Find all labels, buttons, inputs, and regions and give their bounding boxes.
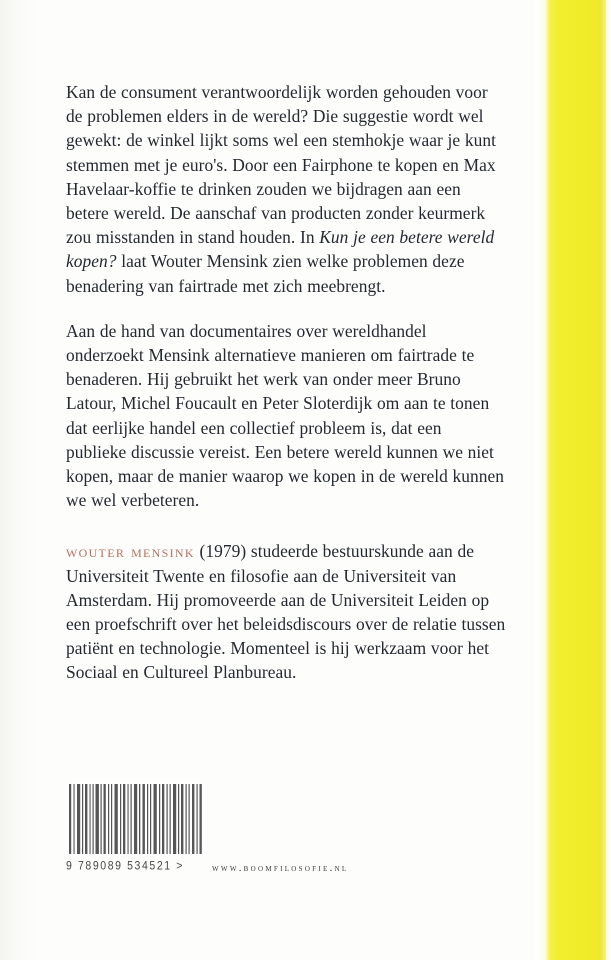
publisher-website: www.boomfilosofie.nl <box>212 863 349 874</box>
blurb-paragraph-1-text-after-title: laat Wouter Mensink zien welke problemen deze benadering van fairtrade met zich meebrengt. <box>66 251 465 296</box>
blurb-text-block <box>66 80 506 685</box>
barcode-block <box>66 782 206 874</box>
spine-gutter <box>534 0 546 960</box>
book-title-italic: Kun je een betere wereld kopen? <box>66 227 495 272</box>
author-name: wouter mensink <box>66 541 195 562</box>
blurb-paragraph-2: Aan de hand van documentaires over wereldhandel onderzoekt Mensink alternatieve manieren om fairtrade te benaderen. Hij gebruikt het werk van onder meer Bruno Latour, Michel Foucault en Peter Sloterdijk om aan te tonen dat eerlijke handel een collectief probleem is, dat een publieke discussie vereist. Een betere wereld kunnen we niet kopen, maar de manier waarop we kopen in de wereld kunnen we wel verbeteren. <box>66 320 505 511</box>
blurb-paragraph-1 <box>66 80 506 298</box>
author-bio-paragraph <box>66 539 506 684</box>
author-bio-text: (1979) studeerde bestuurskunde aan de Universiteit Twente en filosofie aan de Universiteit van Amsterdam. Hij promoveerde aan de Universiteit Leiden op een proefschrift over het beleidsdiscours over de relatie tussen patiënt en technologie. Momenteel is hij werkzaam voor het Sociaal en Cultureel Planbureau. <box>66 541 506 683</box>
ean-13-barcode-icon <box>66 782 206 856</box>
spine-right-edge <box>606 0 611 960</box>
isbn-number: 9 789089 534521 > <box>66 859 184 874</box>
book-spine <box>546 0 606 960</box>
blurb-paragraph-1-text-before-title: Kan de consument verantwoordelijk worden gehouden voor de problemen elders in de wereld? Die suggestie wordt wel gewekt: de winkel lijkt soms wel een stemhokje waar je kunt stemmen met je euro's. Door een Fairphone te kopen en Max Havelaar-koffie te drinken zouden we bijdragen aan een betere wereld. De aanschaf van producten zonder keurmerk zou misstanden in stand houden. In <box>66 82 496 248</box>
cover-footer <box>0 782 534 902</box>
